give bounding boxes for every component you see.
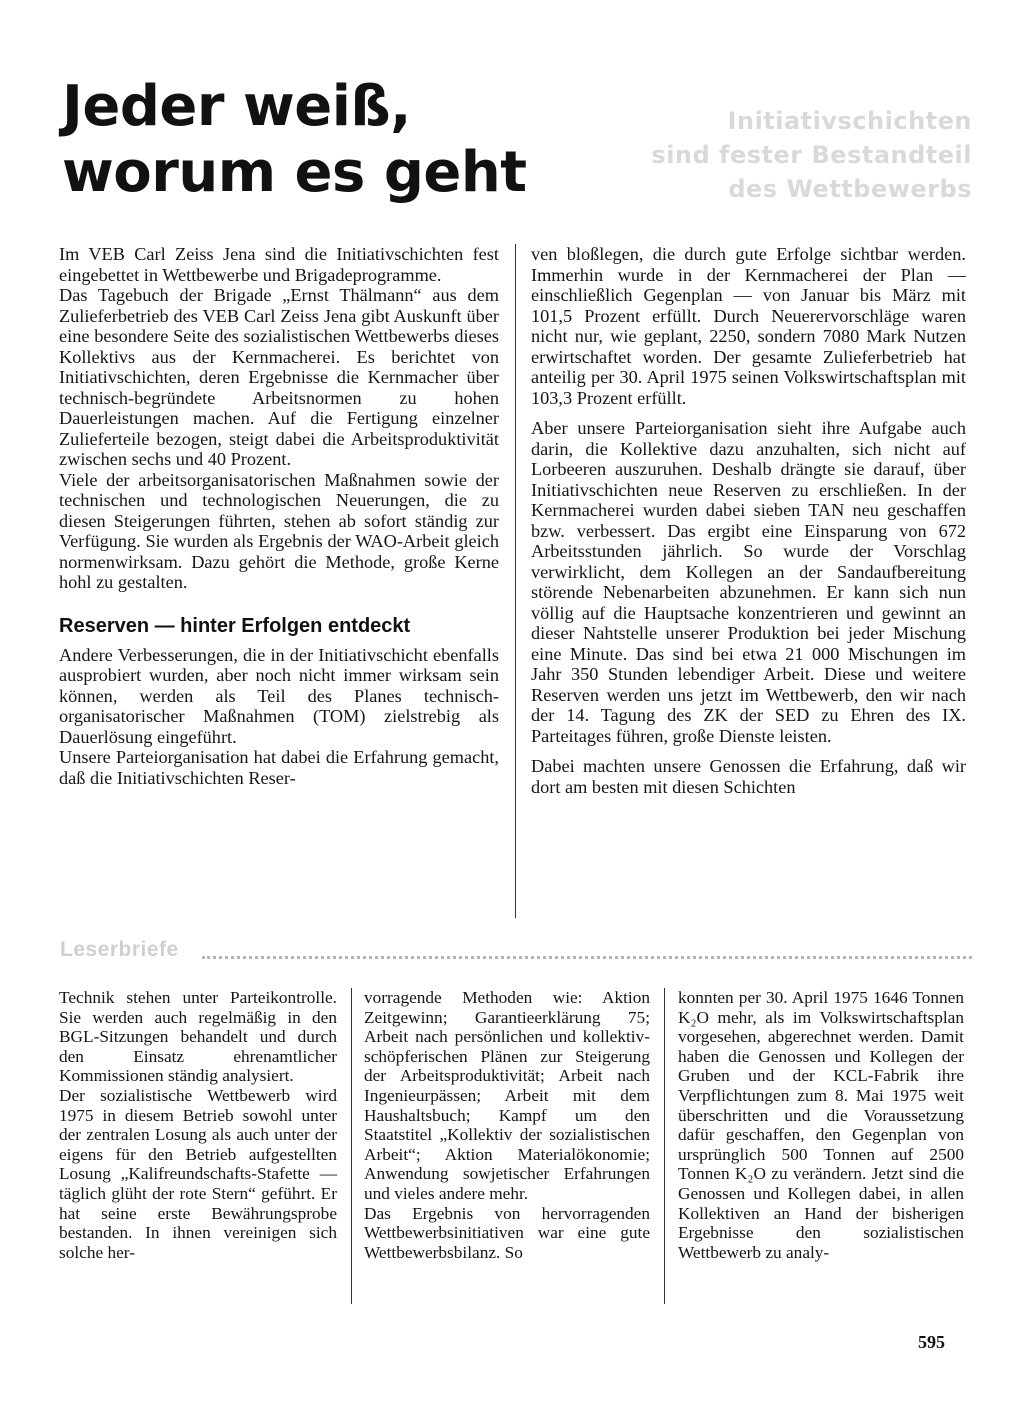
letters-paragraph: Der sozialistische Wettbewerb wird 1975 in diesem Betrieb sowohl unter der zentralen Losung als auch unter der eigens für den Betrieb aufgestellten Losung „Kalifreundschafts-Stafette — täglich glüht der rote Stern“ geführt. Er hat seine erste Bewährungsprobe bestanden. In ihnen vereinigen sich solche her- [59,1085,337,1262]
kicker-line-2: sind fester Bestandteil [651,141,972,169]
letters-column-3 [678,988,964,1262]
article-paragraph: Das Tagebuch der Brigade „Ernst Thälmann“ aus dem Zulieferbetrieb des VEB Carl Zeiss Jena gibt Auskunft über eine besondere Seite des sozialistischen Wettbewerbs dieses Kollektivs aus der Kernmacherei. Es berichtet von Initiativschichten, deren Ergebnisse die Kernmacher über technisch-begründete Arbeitsnormen zu hohen Dauerleistungen machen. Auf die Fertigung einzelner Zulieferteile bezogen, steigt dabei die Arbeitsproduktivität zwischen sechs und 40 Prozent. [59,285,499,469]
article-paragraph: Andere Verbesserungen, die in der Initiativschicht ebenfalls ausprobiert wurden, aber noch nicht immer wirksam sein können, werden als Teil des Planes technisch-organisatorischer Maßnahmen (TOM) zielstrebig als Dauerlösung eingeführt. [59,644,499,747]
article-paragraph: Dabei machten unsere Genossen die Erfahrung, daß wir dort am besten mit diesen Schichten [531,756,966,797]
article-kicker [640,104,972,206]
article-column-right [531,244,966,797]
letters-paragraph: vorragende Methoden wie: Aktion Zeitgewinn; Garantieerklärung 75; Arbeit nach persönlichen und kollektiv-schöpferischen Plänen zur Steigerung der Arbeitsproduktivität; Arbeit nach Ingenieurpässen; Arbeit mit dem Haushaltsbuch; Kampf um den Staatstitel „Kollektiv der sozialistischen Arbeit“; Aktion Materialökonomie; Anwendung sowjetischer Erfahrungen und vieles andere mehr. [364,988,650,1203]
article-paragraph: Aber unsere Parteiorganisation sieht ihre Aufgabe auch darin, die Kollektive dazu anzuhalten, sich nicht auf Lorbeeren auszuruhen. Deshalb drängte sie darauf, über Initiativschichten neue Reserven zu erschließen. In der Kernmacherei wurden dabei sieben TAN neu geschaffen bzw. verbessert. Das ergibt eine Einsparung von 672 Arbeitsstunden jährlich. So wurde der Vorschlag verwirklicht, dem Kollegen an der Sandaufbereitung störende Nebenarbeiten abzunehmen. Er kann sich nun völlig auf die Hauptsache konzentrieren und gewinnt an dieser Nahtstelle unserer Produktion bei jeder Mischung eine Minute. Das sind bei etwa 21 000 Mischungen im Jahr 350 Stunden lebendiger Arbeit. Diese und weitere Reserven werden uns jetzt im Wettbewerb, den wir nach der 14. Tagung des ZK der SED zu Ehren des IX. Parteitages führen, große Dienste leisten. [531,418,966,746]
kicker-line-3: des Wettbewerbs [728,175,972,203]
column-divider [664,988,665,1304]
letters-column-1 [59,988,337,1262]
rubric-dotted-rule [202,956,972,959]
page-number: 595 [918,1332,945,1352]
section-rubric: Leserbriefe [60,938,179,961]
column-divider [351,988,352,1304]
article-paragraph: ven bloßlegen, die durch gute Erfolge sichtbar werden. Immerhin wurde in der Kernmacherei der Plan — einschließlich Gegenplan — von Januar bis März mit 101,5 Prozent erfüllt. Durch Neuerervorschläge waren nicht nur, wie geplant, 2250, sondern 7080 Mark Nutzen erwirtschaftet worden. Der gesamte Zulieferbetrieb hat anteilig per 30. April 1975 seinen Volkswirtschaftsplan mit 103,3 Prozent erfüllt. [531,244,966,408]
article-paragraph: Unsere Parteiorganisation hat dabei die Erfahrung gemacht, daß die Initiativschichten Reser- [59,747,499,788]
letters-column-2 [364,988,650,1262]
column-divider [515,244,516,918]
headline-line-1: Jeder weiß, [62,74,411,139]
kicker-line-1: Initiativschichten [727,107,972,135]
letters-paragraph: Das Ergebnis von hervorragenden Wettbewerbsinitiativen war eine gute Wettbewerbsbilanz. So [364,1203,650,1262]
letters-paragraph: konnten per 30. April 1975 1646 Tonnen K₂O mehr, als im Volkswirtschaftsplan vorgesehen, abgerechnet werden. Damit haben die Genossen und Kollegen der Gruben und der KCL-Fabrik ihre Verpflichtungen zum 8. Mai 1975 weit überschritten und die Voraussetzung dafür geschaffen, den Gegenplan von ursprünglich 500 Tonnen auf 2500 Tonnen K₂O zu verändern. Jetzt sind die Genossen und Kollegen dabei, in allen Kollektiven an Hand der bisherigen Ergebnisse den sozialistischen Wettbewerb zu analy- [678,988,964,1262]
letters-paragraph: Technik stehen unter Parteikontrolle. Sie werden auch regelmäßig in den BGL-Sitzungen behandelt und durch den Einsatz ehrenamtlicher Kommissionen ständig analysiert. [59,988,337,1086]
article-column-left [59,244,499,788]
article-subheading: Reserven — hinter Erfolgen entdeckt [59,614,411,637]
headline-line-2: worum es geht [62,140,527,205]
article-headline [62,74,582,206]
article-paragraph: Viele der arbeitsorganisatorischen Maßnahmen sowie der technischen und technologischen Neuerungen, die zu diesen Steigerungen führten, stehen ab sofort ständig zur Verfügung. Sie wurden als Ergebnis der WAO-Arbeit gleich normenwirksam. Dazu gehört die Methode, große Kerne hohl zu gestalten. [59,469,499,592]
article-paragraph: Im VEB Carl Zeiss Jena sind die Initiativschichten fest eingebettet in Wettbewerbe und Brigadeprogramme. [59,244,499,285]
